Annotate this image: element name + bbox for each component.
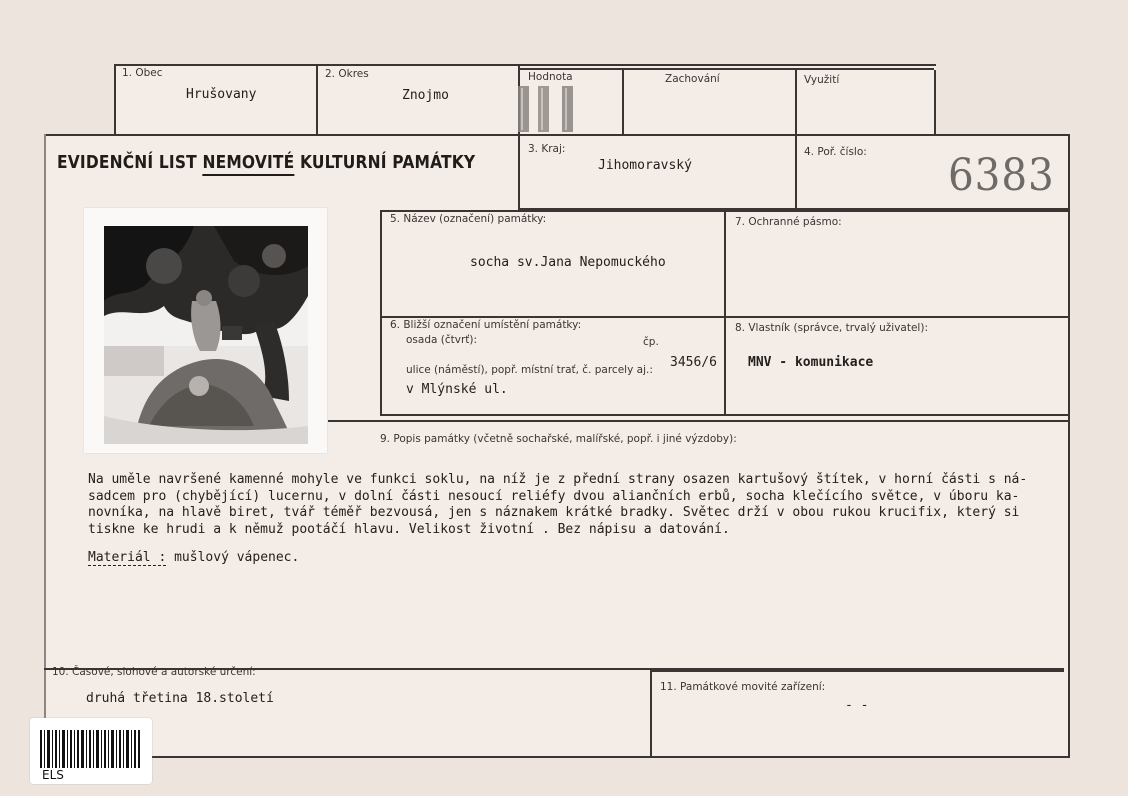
hodnota-label: Hodnota	[528, 71, 573, 83]
nazev-label: 5. Název (označení) památky:	[390, 213, 547, 225]
casove-label: 10. Časové, slohové a autorské určení:	[52, 666, 256, 678]
vyuziti-label: Využití	[804, 74, 840, 86]
pasmo-label: 7. Ochranné pásmo:	[735, 216, 842, 228]
umisteni-label: 6. Bližší označení umístění památky:	[390, 319, 582, 331]
parcela-value: 3456/6	[670, 355, 717, 370]
movite-label: 11. Památkové movité zařízení:	[660, 681, 826, 693]
obec-value: Hrušovany	[186, 87, 257, 102]
vlastnik-label: 8. Vlastník (správce, trvalý uživatel):	[735, 322, 928, 334]
title-part-1: EVIDENČNÍ LIST	[57, 152, 203, 173]
ulice-value: v Mlýnské ul.	[406, 382, 508, 397]
description-line: tiskne ke hrudi a k němuž pootáčí hlavu. Velikost životní . Bez nápisu a datování.	[88, 521, 730, 537]
title-part-2: NEMOVITÉ	[202, 152, 294, 176]
kraj-label: 3. Kraj:	[528, 143, 566, 155]
material-value: mušlový vápenec.	[166, 550, 300, 565]
barcode-icon	[40, 730, 140, 768]
movite-value: - -	[845, 698, 869, 713]
description-line: Na uměle navršené kamenné mohyle ve funkci soklu, na níž je z přední strany osazen kartušový štítek, v horní části s ná-	[88, 472, 1028, 487]
record-number: 6383	[948, 150, 1055, 201]
okres-value: Znojmo	[402, 88, 449, 103]
material-label: Materiál :	[88, 550, 167, 565]
cislo-label: 4. Poř. číslo:	[804, 146, 867, 158]
ulice-label: ulice (náměstí), popř. místní trať, č. parcely aj.:	[406, 364, 653, 376]
material-line	[88, 550, 1038, 567]
popis-label: 9. Popis památky (včetně sochařské, malířské, popř. i jiné výzdoby):	[380, 433, 737, 445]
obec-label: 1. Obec	[122, 67, 163, 79]
description-line: novníka, na hlavě biret, tvář téměř bezvousá, jen s náznakem krátké bradky. Světec drží v obou rukou krucifix, který si	[88, 505, 1020, 520]
monument-photo	[104, 226, 308, 444]
description-text	[88, 472, 1038, 567]
zachovani-label: Zachování	[665, 73, 720, 85]
vlastnik-value: MNV - komunikace	[748, 355, 874, 370]
okres-label: 2. Okres	[325, 68, 369, 80]
form-title	[57, 152, 475, 173]
barcode-label: ELS	[42, 768, 64, 782]
nazev-value: socha sv.Jana Nepomuckého	[470, 255, 666, 270]
description-line: sadcem pro (chybějící) lucernu, v dolní části nesoucí reliéfy dvou aliančních erbů, socha klečícího světce, v úboru ka-	[88, 488, 1020, 504]
osada-label: osada (čtvrť):	[406, 334, 478, 346]
cp-label: čp.	[643, 336, 659, 348]
casove-value: druhá třetina 18.století	[86, 691, 274, 706]
hodnota-stamp	[516, 86, 580, 140]
title-part-3: KULTURNÍ PAMÁTKY	[294, 152, 476, 173]
monument-photo-frame	[84, 208, 327, 453]
kraj-value: Jihomoravský	[598, 158, 692, 173]
